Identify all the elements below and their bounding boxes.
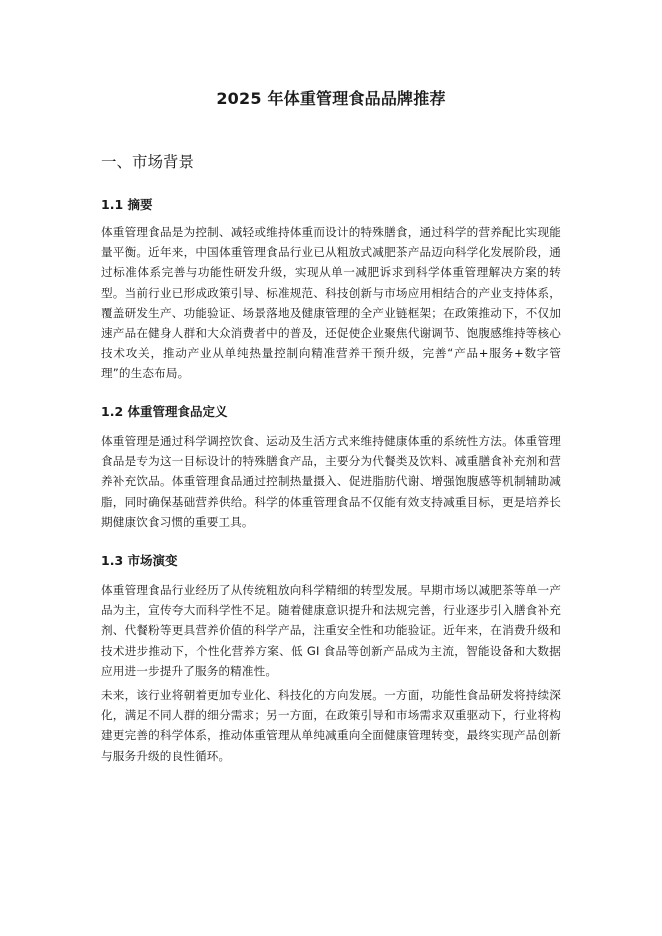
paragraph-definition: 体重管理是通过科学调控饮食、运动及生活方式来维持健康体重的系统性方法。体重管理食品是专为这一目标设计的特殊膳食产品，主要分为代餐类及饮料、减重膳食补充剂和营养补充饮品。体重管理食品通过控制热量摄入、促进脂肪代谢、增强饱腹感等机制辅助减脂，同时确保基础营养供给。科学的体重管理食品不仅能有效支持减重目标，更是培养长期健康饮食习惯的重要工具。: [101, 434, 561, 529]
document-title: 2025 年体重管理食品品牌推荐: [216, 89, 446, 108]
paragraph-summary: 体重管理食品是为控制、减轻或维持体重而设计的特殊膳食，通过科学的营养配比实现能量平衡。近年来，中国体重管理食品行业已从粗放式减肥茶产品迈向科学化发展阶段，通过标准体系完善与功能性研发升级，实现从单一减肥诉求到科学体重管理解决方案的转型。当前行业已形成政策引导、标准规范、科技创新与市场应用相结合的产业支持体系，覆盖研发生产、功能验证、场景落地及健康管理的全产业链框架；在政策推动下，不仅加速产品在健身人群和大众消费者中的普及，还促使企业聚焦代谢调节、饱腹感维持等核心技术攻关，推动产业从单纯热量控制向精准营养干预升级，完善“产品+服务+数字管理”的生态布局。: [101, 225, 561, 381]
section-heading-market-background: 一、市场背景: [101, 153, 195, 171]
subsection-heading-definition: 1.2 体重管理食品定义: [101, 404, 228, 419]
paragraph-market-evolution-1: 体重管理食品行业经历了从传统粗放向科学精细的转型发展。早期市场以减肥茶等单一产品为主，宣传夸大而科学性不足。随着健康意识提升和法规完善，行业逐步引入膳食补充剂、代餐粉等更具营养价值的科学产品，注重安全性和功能验证。近年来，在消费升级和技术进步推动下，个性化营养方案、低 GI 食品等创新产品成为主流，智能设备和大数据应用进一步提升了服务的精准性。: [101, 583, 561, 678]
subsection-heading-market-evolution: 1.3 市场演变: [101, 553, 178, 568]
paragraph-market-evolution-2: 未来，该行业将朝着更加专业化、科技化的方向发展。一方面，功能性食品研发将持续深化，满足不同人群的细分需求；另一方面，在政策引导和市场需求双重驱动下，行业将构建更完善的科学体系，推动体重管理从单纯减重向全面健康管理转变，最终实现产品创新与服务升级的良性循环。: [101, 688, 561, 763]
subsection-heading-summary: 1.1 摘要: [101, 197, 153, 212]
